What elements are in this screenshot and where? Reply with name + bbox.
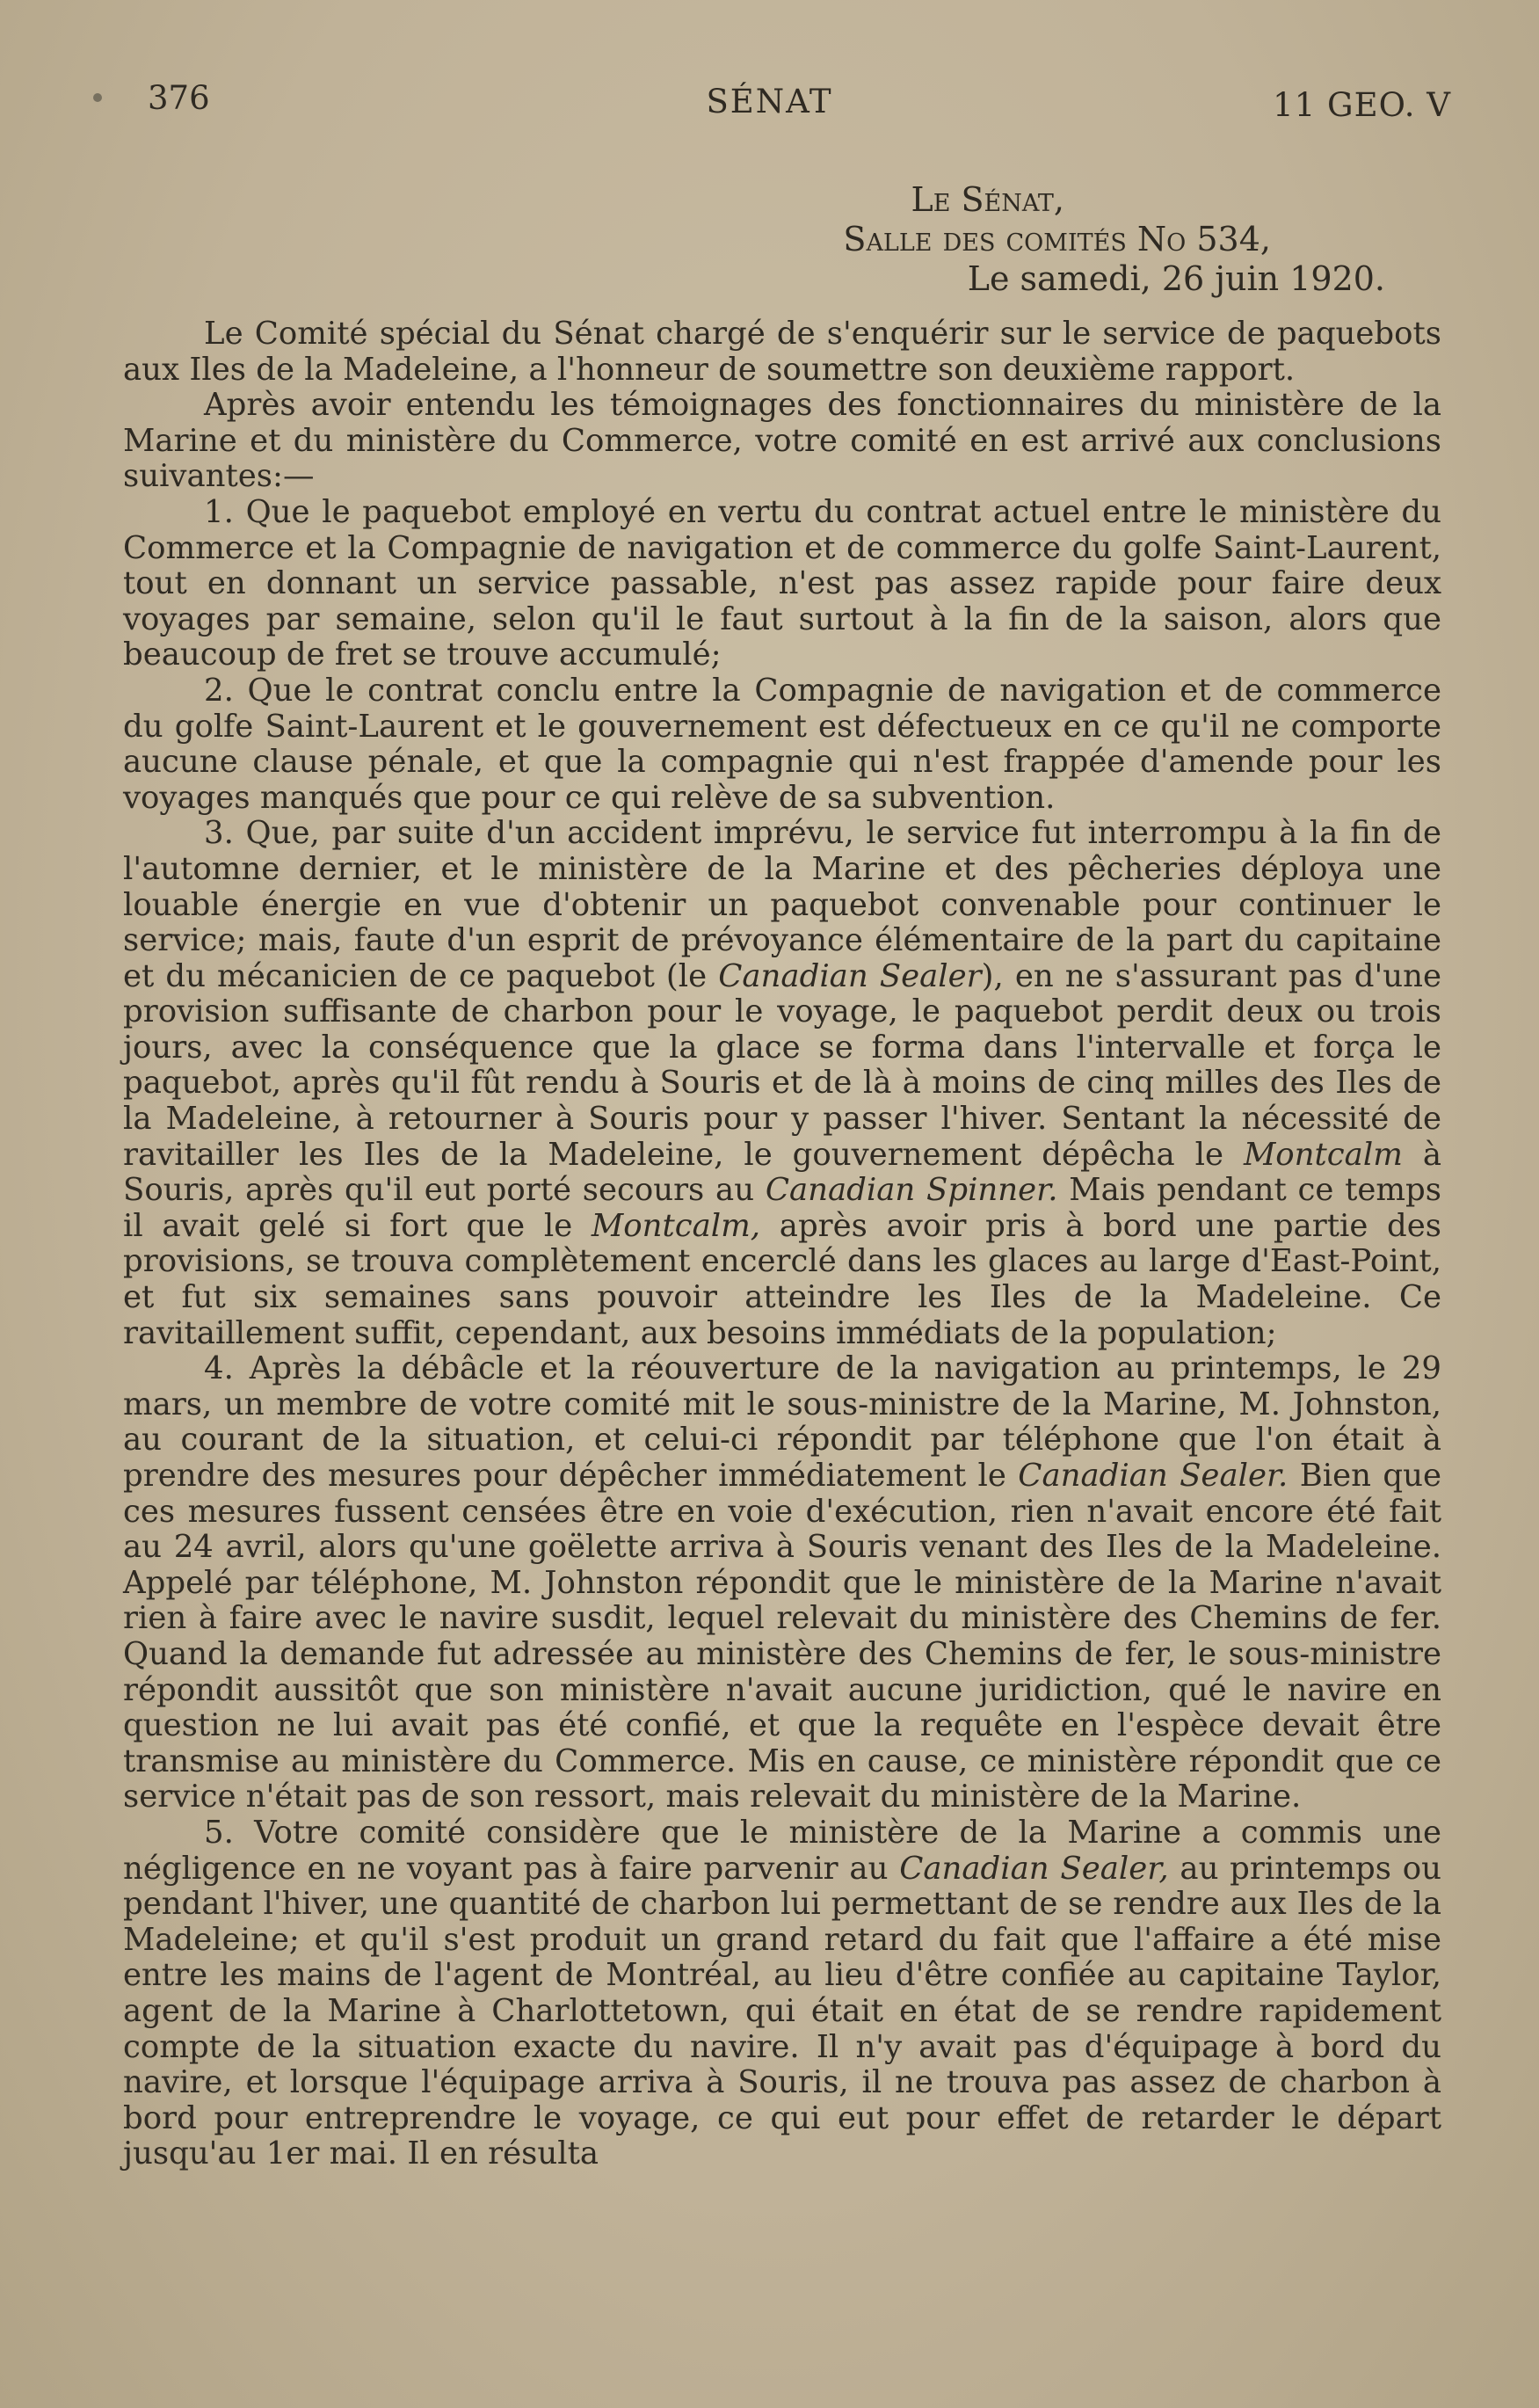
paragraph-3-text-a: 3. Que, par suite d'un accident imprévu, le service fut interrompu à la fin de l'automne dernier, et le ministère de la Marine et des pêcheries déploya une louable énergie en vue d'obtenir un paquebot convenable pour continuer le service; mais, faute d'un esprit de prévoyance élémentaire de la part du capitaine et du mécanicien de ce paquebot (le (123, 815, 1441, 994)
heading-date: Le samedi, 26 juin 1920. (967, 259, 1385, 298)
session-label: 11 GEO. V (1273, 86, 1451, 124)
paragraph-3-text-d: Mais pendant ce temps il avait gelé si fort que le (123, 1172, 1441, 1244)
page-number: 376 (148, 79, 210, 117)
ship-name: Canadian Sealer, (899, 1850, 1169, 1887)
paragraph-2: 2. Que le contrat conclu entre la Compagnie de navigation et de commerce du golfe Saint-Laurent et le gouvernement est défectueux en ce qu'il ne comporte aucune clause pénale, et que la compagnie qui n'est frappée d'amende pour les voyages manqués que pour ce qui relève de sa subvention. (123, 672, 1441, 816)
report-body (123, 316, 1441, 2172)
paragraph-3 (123, 816, 1441, 1351)
running-title: SÉNAT (706, 83, 833, 120)
paragraph-4 (123, 1351, 1441, 1815)
report-heading (0, 180, 1539, 299)
paragraph-1: 1. Que le paquebot employé en vertu du contrat actuel entre le ministère du Commerce et la Compagnie de navigation et de commerce du golfe Saint-Laurent, tout en donnant un service passable, n'est pas assez rapide pour faire deux voyages par semaine, selon qu'il le faut surtout à la fin de la saison, alors que beaucoup de fret se trouve accumulé; (123, 493, 1441, 673)
page-header (0, 79, 1539, 132)
paragraph-5 (123, 1815, 1441, 2172)
heading-senate: Le Sénat, (911, 180, 1064, 219)
paragraph-3-text-c: à Souris, après qu'il eut porté secours au (123, 1136, 1442, 1209)
ship-name: Canadian Sealer. (1018, 1458, 1289, 1494)
ship-name: Montcalm, (591, 1207, 761, 1244)
paragraph-4-text-b: Bien que ces mesures fussent censées être en voie d'exécution, rien n'avait encore été fait au 24 avril, alors qu'une goëlette arriva à Souris venant des Iles de la Madeleine. Appelé par téléphone, M. Johnston répondit que le ministère de la Marine n'avait rien à faire avec le navire susdit, lequel relevait du ministère des Chemins de fer. Quand la demande fut adressée au ministère des Chemins de fer, le sous-ministre répondit aussitôt que son ministère n'avait aucune juridiction, qué le navire en question ne lui avait pas été confié, et que la requête en l'espèce devait être transmise au ministère du Commerce. Mis en cause, ce ministère répondit que ce service n'était pas de son ressort, mais relevait du ministère de la Marine. (123, 1458, 1441, 1815)
paragraph-5-text-a: 5. Votre comité considère que le ministère de la Marine a commis une négligence en ne voyant pas à faire parvenir au (123, 1814, 1441, 1887)
paragraph-4-text-a: 4. Après la débâcle et la réouverture de la navigation au printemps, le 29 mars, un membre de votre comité mit le sous-ministre de la Marine, M. Johnston, au courant de la situation, et celui-ci répondit par téléphone que l'on était à prendre des mesures pour dépêcher immédiatement le (123, 1350, 1441, 1494)
paragraph-3-text-e: après avoir pris à bord une partie des provisions, se trouva complètement encerclé dans les glaces au large d'East-Point, et fut six semaines sans pouvoir atteindre les Iles de la Madeleine. Ce ravitaillement suffit, cependant, aux besoins immédiats de la population; (123, 1207, 1441, 1351)
paragraph-preamble: Après avoir entendu les témoignages des fonctionnaires du ministère de la Marine et du ministère du Commerce, votre comité en est arrivé aux conclusions suivantes:— (123, 387, 1441, 495)
paragraph-3-text-b: ), en ne s'assurant pas d'une provision suffisante de charbon pour le voyage, le paquebot perdit deux ou trois jours, avec la conséquence que la glace se forma dans l'intervalle et força le paquebot, après qu'il fût rendu à Souris et de là à moins de cinq milles des Iles de la Madeleine, à retourner à Souris pour y passer l'hiver. Sentant la nécessité de ravitailler les Iles de la Madeleine, le gouvernement dépêcha le (123, 957, 1441, 1173)
ship-name: Canadian Sealer (718, 957, 982, 994)
paragraph-5-text-b: au printemps ou pendant l'hiver, une quantité de charbon lui permettant de se rendre aux Iles de la Madeleine; et qu'il s'est produit un grand retard du fait que l'affaire a été mise entre les mains de l'agent de Montréal, au lieu d'être confiée au capitaine Taylor, agent de la Marine à Charlottetown, qui était en état de se rendre rapidement compte de la situation exacte du navire. Il n'y avait pas d'équipage à bord du navire, et lorsque l'équipage arriva à Souris, il ne trouva pas assez de charbon à bord pour entreprendre le voyage, ce qui eut pour effet de retarder le départ jusqu'au 1er mai. Il en résulta (123, 1850, 1441, 2172)
ship-name: Canadian Spinner. (765, 1172, 1058, 1209)
heading-room: Salle des comités No 534, (843, 220, 1271, 258)
paragraph-intro: Le Comité spécial du Sénat chargé de s'enquérir sur le service de paquebots aux Iles de la Madeleine, a l'honneur de soumettre son deuxième rapport. (123, 316, 1441, 388)
ship-name: Montcalm (1243, 1136, 1403, 1173)
